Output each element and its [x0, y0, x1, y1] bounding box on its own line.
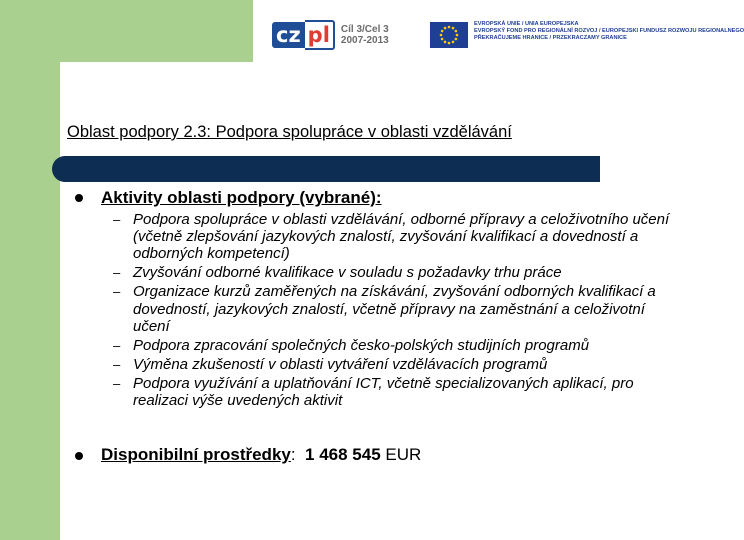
dash-icon: – [113, 284, 121, 300]
dash-icon: – [113, 265, 121, 281]
green-header-block [0, 0, 253, 62]
list-item [113, 283, 673, 335]
funds-colon: : [290, 445, 296, 464]
dash-icon: – [113, 337, 121, 353]
logo-pl-text: pl [305, 20, 335, 50]
green-sidebar [0, 0, 60, 540]
eu-text-line: PŘEKRAČUJEME HRANICE / PRZEKRACZAMY GRANICE [474, 35, 627, 41]
activities-heading: Aktivity oblasti podpory (vybrané): [101, 188, 382, 207]
list-item [113, 337, 673, 354]
page-title: Oblast podpory 2.3: Podpora spolupráce v oblasti vzdělávání [67, 123, 512, 141]
dash-icon: – [113, 356, 121, 372]
dash-icon: – [113, 375, 121, 391]
logo-years: 2007-2013 [340, 35, 389, 46]
activity-text: Zvyšování odborné kvalifikace v souladu s požadavky trhu práce [133, 264, 562, 282]
logo-program: Cíl 3/Cel 3 [340, 24, 389, 35]
czpl-logo [272, 20, 389, 50]
funds-label: Disponibilní prostředky [101, 445, 291, 464]
funds-amount: 1 468 545 [305, 445, 381, 464]
available-funds [101, 445, 421, 465]
list-item [113, 375, 673, 409]
eu-text-line: EVROPSKÁ UNIE / UNIA EUROPEJSKA [474, 21, 579, 27]
logo-cz-text: cz [272, 22, 305, 48]
dash-icon: – [113, 212, 121, 227]
eu-funding-text [474, 21, 744, 42]
activity-text: Podpora zpracování společných česko-polských studijních programů [133, 336, 590, 354]
activity-text: Výměna zkušeností v oblasti vytváření vzdělávacích programů [133, 355, 548, 373]
activity-text: Podpora spolupráce v oblasti vzdělávání, odborné přípravy a celoživotního učení (včetně zlepšování jazykových znalostí, zvyšování kvalifikací a dovedností a odborných kompetencí) [133, 211, 670, 263]
logo-program-info [341, 24, 389, 46]
bullet-icon [75, 452, 83, 460]
activity-text: Organizace kurzů zaměřených na získávání, zvyšování odborných kvalifikací a dovedností, jazykových znalostí, včetně přípravy na zaměstnání a celoživotní učení [133, 283, 656, 335]
eu-text-line: EVROPSKÝ FOND PRO REGIONÁLNÍ ROZVOJ / EUROPEJSKI FUNDUSZ ROZWOJU REGIONALNEGO [474, 28, 744, 34]
activities-list [113, 211, 673, 411]
list-item [113, 356, 673, 373]
title-divider-bar [52, 156, 600, 182]
bullet-icon [75, 194, 83, 202]
list-item [113, 211, 673, 263]
activity-text: Podpora využívání a uplatňování ICT, včetně specializovaných aplikací, pro realizaci výše uvedených aktivit [133, 374, 634, 410]
funds-currency: EUR [385, 445, 422, 464]
list-item [113, 264, 673, 281]
eu-flag-icon [430, 22, 468, 48]
